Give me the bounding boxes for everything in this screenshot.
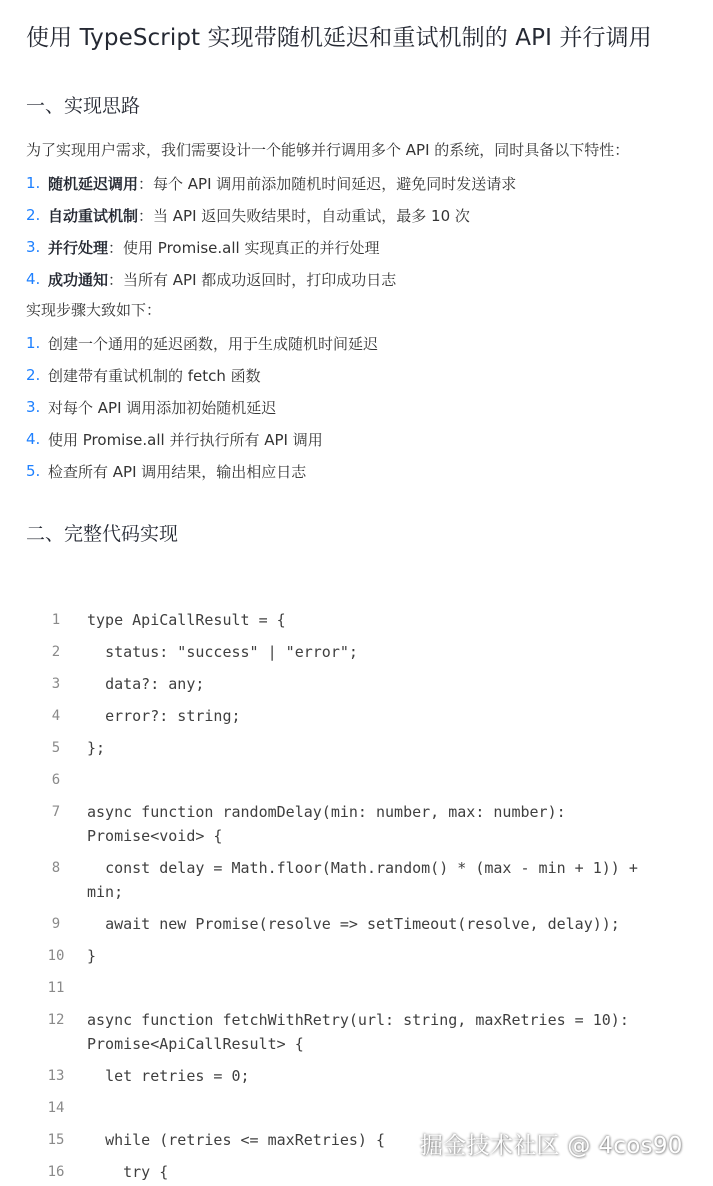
feature-description: ：每个 API 调用前添加随机时间延迟，避免同时发送请求 — [138, 174, 517, 193]
list-number: 1. — [26, 334, 41, 352]
feature-list-item — [26, 199, 686, 231]
implementation-steps-list — [26, 327, 686, 487]
feature-description: ：当 API 返回失败结果时，自动重试，最多 10 次 — [138, 206, 470, 225]
step-text: 创建一个通用的延迟函数，用于生成随机时间延迟 — [48, 334, 379, 353]
code-text: async function randomDelay(min: number, max: number): Promise<void> { — [87, 803, 575, 845]
step-text: 对每个 API 调用添加初始随机延迟 — [48, 398, 277, 417]
line-number: 8 — [51, 860, 61, 876]
page-title: 使用 TypeScript 实现带随机延迟和重试机制的 API 并行调用 — [26, 25, 652, 51]
site-watermark: 掘金技术社区 @ 4cos90 — [420, 1133, 683, 1159]
line-number: 12 — [47, 1012, 65, 1028]
feature-name: 成功通知 — [48, 270, 109, 289]
line-number: 11 — [47, 980, 65, 996]
feature-list-item — [26, 263, 686, 295]
list-number: 4. — [26, 270, 41, 288]
code-block[interactable] — [26, 582, 688, 1186]
line-number: 7 — [51, 804, 61, 820]
code-text: const delay = Math.floor(Math.random() * (max - min + 1)) + min; — [87, 859, 647, 901]
feature-list-item — [26, 231, 686, 263]
line-number: 5 — [51, 740, 61, 756]
step-list-item — [26, 391, 686, 423]
code-text: try { — [87, 1163, 169, 1181]
line-number: 6 — [51, 772, 61, 788]
code-text: let retries = 0; — [87, 1067, 250, 1085]
section-heading-implementation-ideas: 一、实现思路 — [26, 95, 141, 117]
line-number: 14 — [47, 1100, 65, 1116]
list-number: 2. — [26, 366, 41, 384]
feature-description: ：使用 Promise.all 实现真正的并行处理 — [108, 238, 380, 257]
step-text: 使用 Promise.all 并行执行所有 API 调用 — [48, 430, 323, 449]
steps-intro: 实现步骤大致如下： — [26, 301, 162, 319]
list-number: 4. — [26, 430, 41, 448]
feature-name: 随机延迟调用 — [48, 174, 139, 193]
feature-description: ：当所有 API 都成功返回时，打印成功日志 — [108, 270, 397, 289]
list-number: 3. — [26, 238, 41, 256]
list-number: 2. — [26, 206, 41, 224]
list-number: 3. — [26, 398, 41, 416]
step-list-item — [26, 327, 686, 359]
code-text: }; — [87, 739, 106, 757]
line-number: 9 — [51, 916, 61, 932]
code-text: await new Promise(resolve => setTimeout(resolve, delay)); — [87, 915, 620, 933]
list-number: 1. — [26, 174, 41, 192]
step-list-item — [26, 423, 686, 455]
list-number: 5. — [26, 462, 41, 480]
code-text: error?: string; — [87, 707, 241, 725]
line-number: 13 — [47, 1068, 65, 1084]
line-number: 15 — [47, 1132, 65, 1148]
line-number: 1 — [51, 612, 61, 628]
step-list-item — [26, 455, 686, 487]
step-list-item — [26, 359, 686, 391]
line-number: 10 — [47, 948, 65, 964]
section-heading-complete-code: 二、完整代码实现 — [26, 523, 179, 545]
feature-list-item — [26, 167, 686, 199]
step-text: 创建带有重试机制的 fetch 函数 — [48, 366, 261, 385]
code-text: type ApiCallResult = { — [87, 611, 286, 629]
line-number: 3 — [51, 676, 61, 692]
code-text: data?: any; — [87, 675, 205, 693]
code-text: async function fetchWithRetry(url: string, maxRetries = 10): Promise<ApiCallResult> { — [87, 1011, 638, 1053]
code-text: while (retries <= maxRetries) { — [87, 1131, 386, 1149]
feature-name: 并行处理 — [48, 238, 109, 257]
intro-paragraph: 为了实现用户需求，我们需要设计一个能够并行调用多个 API 的系统，同时具备以下特性： — [26, 141, 630, 159]
line-number: 2 — [51, 644, 61, 660]
step-text: 检查所有 API 调用结果，输出相应日志 — [48, 462, 307, 481]
feature-name: 自动重试机制 — [48, 206, 139, 225]
code-text: } — [87, 947, 97, 965]
line-number: 16 — [47, 1164, 65, 1180]
line-number: 4 — [51, 708, 61, 724]
feature-list — [26, 167, 686, 295]
code-text: status: "success" | "error"; — [87, 643, 358, 661]
